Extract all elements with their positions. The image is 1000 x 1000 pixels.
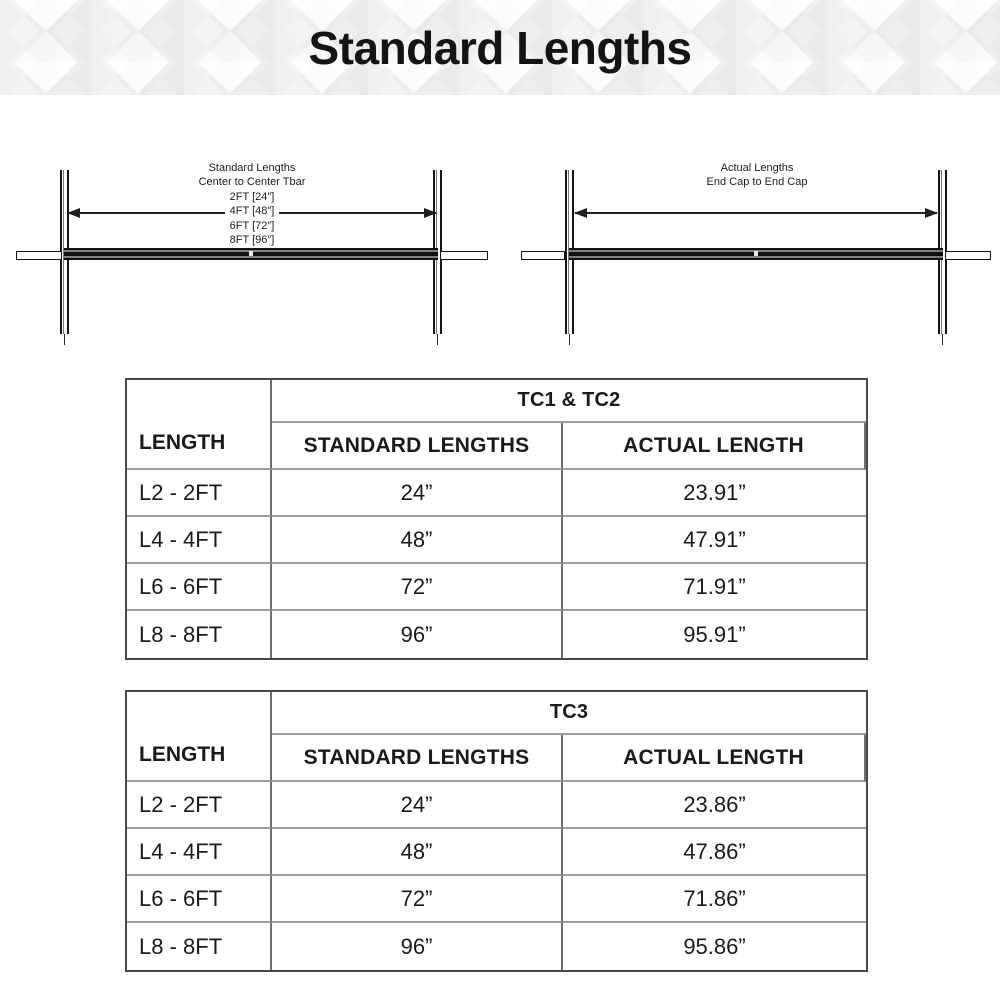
length-label: L6 - 6FT <box>127 564 272 611</box>
group-header: TC1 & TC2 <box>272 380 866 423</box>
measurement-2ft: 2FT [24″] <box>229 190 275 203</box>
tbar-left-tick-icon <box>569 334 570 345</box>
measurement-6ft: 6FT [72″] <box>229 219 275 232</box>
bar-connector-icon <box>249 251 253 256</box>
length-label: L8 - 8FT <box>127 923 272 970</box>
diagram-right-title: Actual Lengths <box>720 162 794 174</box>
actual-length-value: 23.91” <box>563 470 866 517</box>
header-band <box>0 0 1000 95</box>
tbar-left-tick-icon <box>64 334 65 345</box>
bar-connector-icon <box>754 251 758 256</box>
table-row <box>127 517 866 564</box>
column-header-length: LENGTH <box>127 380 272 470</box>
cross-tee-right-icon <box>945 251 991 260</box>
arrowhead-left-icon <box>574 208 587 218</box>
light-bar-icon <box>64 248 438 260</box>
diagram-left-title: Standard Lengths <box>208 162 296 174</box>
standard-length-value: 24” <box>272 470 563 517</box>
table-row <box>127 876 866 923</box>
actual-length-value: 95.91” <box>683 621 746 647</box>
spec-table-tc1-tc2 <box>125 378 868 660</box>
diagram-left-subtitle: Center to Center Tbar <box>198 176 306 189</box>
table-row <box>127 564 866 611</box>
standard-length-value: 48” <box>272 517 563 564</box>
column-header-standard-lengths: STANDARD LENGTHS <box>272 423 563 470</box>
actual-length-value: 95.86” <box>683 933 746 959</box>
cross-tee-right-icon <box>440 251 488 260</box>
standard-length-value: 48” <box>272 829 563 876</box>
column-header-actual-length: ACTUAL LENGTH <box>563 735 866 782</box>
actual-length-value: 47.86” <box>563 829 866 876</box>
measurement-8ft: 8FT [96″] <box>229 234 275 247</box>
group-header: TC3 <box>272 692 866 735</box>
table-row <box>127 782 866 829</box>
standard-length-value: 24” <box>272 782 563 829</box>
actual-length-value: 47.91” <box>563 517 866 564</box>
actual-length-value: 71.86” <box>563 876 866 923</box>
diagram-right-subtitle: End Cap to End Cap <box>706 176 808 189</box>
cross-tee-left-icon <box>16 251 62 260</box>
standard-length-value: 96” <box>272 611 563 658</box>
light-bar-icon <box>569 248 943 260</box>
spec-table-tc3 <box>125 690 868 972</box>
table-row <box>127 470 866 517</box>
page-title: Standard Lengths <box>308 21 692 74</box>
length-label: L4 - 4FT <box>127 829 272 876</box>
column-header-length: LENGTH <box>127 692 272 782</box>
measurement-4ft: 4FT [48″] <box>68 204 436 218</box>
length-label: L2 - 2FT <box>127 470 272 517</box>
length-label: L4 - 4FT <box>127 517 272 564</box>
column-header-standard-lengths: STANDARD LENGTHS <box>272 735 563 782</box>
cross-tee-left-icon <box>521 251 565 260</box>
dimension-arrow-icon <box>575 212 937 214</box>
standard-length-value: 72” <box>272 564 563 611</box>
table-row <box>127 923 866 970</box>
standard-length-value: 96” <box>272 923 563 970</box>
length-label: L6 - 6FT <box>127 876 272 923</box>
table-row <box>127 829 866 876</box>
table-row <box>127 611 866 658</box>
column-header-actual-length: ACTUAL LENGTH <box>563 423 866 470</box>
tbar-right-tick-icon <box>437 334 438 345</box>
arrowhead-right-icon <box>925 208 938 218</box>
length-label: L2 - 2FT <box>127 782 272 829</box>
actual-length-value: 71.91” <box>563 564 866 611</box>
diagram-left-labels <box>68 161 436 247</box>
diagram-right-labels <box>573 161 941 190</box>
tbar-right-tick-icon <box>942 334 943 345</box>
length-label: L8 - 8FT <box>127 611 272 658</box>
standard-length-value: 72” <box>272 876 563 923</box>
actual-length-value: 23.86” <box>563 782 866 829</box>
diagram-section <box>0 95 1000 378</box>
